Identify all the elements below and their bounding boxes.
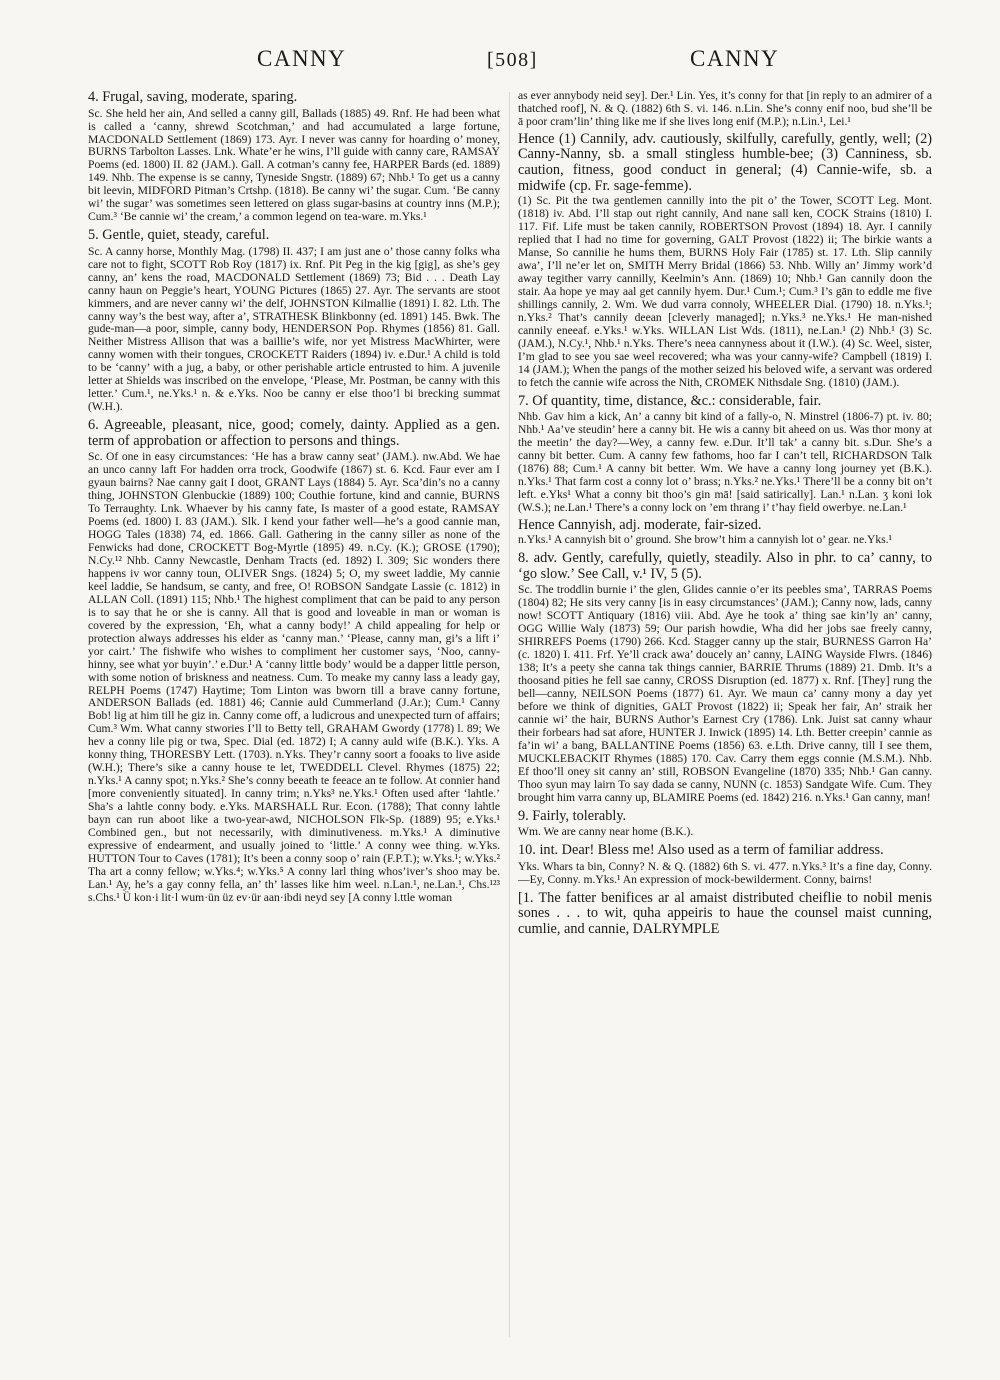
page-header <box>0 46 1000 76</box>
derivatives-heading: Hence (1) Cannily, adv. cautiously, skilfully, carefully, gently, well; (2) Canny-Nanny, sb. a small stingless humble-bee; (3) Canniness, sb. caution, fitness, good conduct in general; (4) Cannie-wife, sb. a midwife (cp. Fr. sage-femme). <box>518 130 932 194</box>
sense-heading-10: 10. int. Dear! Bless me! Also used as a term of familiar address. <box>518 842 884 859</box>
sense-heading-7: 7. Of quantity, time, distance, &c.: considerable, fair. <box>518 392 822 409</box>
sense-heading-9: 9. Fairly, tolerably. <box>518 807 627 824</box>
page-number: [508] <box>487 49 538 71</box>
column-divider <box>509 92 510 1337</box>
sense-heading-6: 6. Agreeable, pleasant, nice, good; comely, dainty. Applied as a gen. term of approbation or affection to persons and things. <box>88 417 500 449</box>
sense-heading-8: 8. adv. Gently, carefully, quietly, steadily. Also in phr. to ca’ canny, to ‘go slow.’ See Call, v.¹ IV, 5 (5). <box>518 550 932 582</box>
etymology-note: [1. The fatter benifices ar al amaist distributed cheiflie to nobil menis sones . . . to wit, quha appeiris to haue the counsel maist cunning, cumlie, and cannie, DALRYMPLE <box>518 889 932 937</box>
citations-sense-6: Sc. Of one in easy circumstances: ‘He has a braw canny seat’ (JAM.). nw.Abd. We hae an unco canny laft For hadden orra trock, Goodwife (1867) st. 6. Kcd. Faur ever am I gyaun bairns? Nae canny gait I doot, GRANT Lays (1884) 5. Ayr. Sca’din’s no a canny thing, JOHNSTON Glenbuckie (1889) 100; Couthie fortune, kind and cannie, BURNS To Terraughty. Lnk. Whaever by his canny fate, Is master of a good estate, RAMSAY Poems (ed. 1800) I. 83 (JAM.). Slk. I kend your father well—he’s a good cannie man, HOGG Tales (1838) 74, ed. 1866. Gall. Gathering in the canny siller as none of the Fenwicks had done, CROCKETT Bog-Myrtle (1895) 49. n.Cy. (K.); GROSE (1790); N.Cy.¹² Nhb. Canny Newcastle, Denham Tracts (ed. 1892) I. 309; Sic wonders there happens iv wor canny toun, OLIVER Sngs. (1824) 5; O, my sweet laddie, My cannie keel laddie, Se handsum, se canty, and free, O! ROBSON Sandgate Lassie (c. 1812) in ALLAN Coll. (1891) 115; Nhb.¹ The highest compliment that can be paid to any person is to say that he or she is canny. All that is good and loveable in man or woman is covered by the expression, ‘Eh, what a canny body!’ A child appealing for help or protection always addresses his elder as ‘canny man.’ ‘Please, canny man, gi’s a lift i’ yor cairt.’ The fishwife who wishes to compliment her customer says, ‘Noo, canny-hinny, see what yor buyin’.’ e.Dur.¹ A ‘canny little body’ would be a dapper little person, with some notion of briskness and neatness. Cum. To meake my canny lass a leady gay, RELPH Poems (1747) Haytime; Tom Linton was bworn till a brave canny fortune, ANDERSON Ballads (ed. 1881) 46; Cannie auld Cummerland (J.Ar.); Cum.¹ Canny Bob! lig at him till he giz in. Canny come off, a ludicrous and unexpected turn of affairs; Cum.³ Wm. What canny stwories I’ll to Betty tell, GRAHAM Gwordy (1778) l. 89; We hev a conny lile pig or twa, Spec. Dial (ed. 1872) I; A canny auld wife (B.K.). Yks. A konny thing, THORESBY Lett. (1703). n.Yks. They’r canny soort a fooaks to live aside (W.H.); There’s sike a canny house te let, TWEDDELL Clevel. Rhymes (1875) 22; n.Yks.¹ A canny spot; n.Yks.² She’s conny beeath te feeace an te follow. At connier hand [more conveniently situated]. In canny trim; n.Yks³ ne.Yks.¹ Often used after ‘lahtle.’ Sha’s a lahtle conny body. e.Yks. MARSHALL Rur. Econ. (1788); That conny lahtle bayn can run aboot like a two-year-awd, NICHOLSON Flk-Sp. (1889) 95; e.Yks.¹ Combined gen., but not necessarily, with diminutiveness. m.Yks.¹ A diminutive expressive of endearment, and usually joined to ‘little.’ A conny wee thing. w.Yks. HUTTON Tour to Caves (1781); It’s been a conny soop o’ rain (F.P.T.); w.Yks.¹; w.Yks.² Tha art a conny fellow; w.Yks.⁴; w.Yks.⁵ A conny larl thing whos’iver’s shoo may be. Lan.¹ Ay, he’s a gay conny fella, an’ th’ lasses like him weel. n.Lan.¹, ne.Lan.¹, Chs.¹²³ s.Chs.¹ Ü kon·i lit·l wum·ün üz ev·ür aan·ibdi neyd sey [A conny l.ttle woman <box>88 450 500 904</box>
sense-heading-4: 4. Frugal, saving, moderate, sparing. <box>88 89 298 105</box>
citations-sense-10: Yks. Whars ta bin, Conny? N. & Q. (1882) 6th S. vi. 477. n.Yks.³ It’s a fine day, Conny.—Ey, Conny. m.Yks.¹ An expression of mock-bewilderment. Conny, bairns! <box>518 859 932 886</box>
citations-sense-6-continued: as ever annybody neid sey]. Der.¹ Lin. Yes, it’s conny for that [in reply to an admirer of a thatched roof], N. & Q. (1882) 6th S. vi. 146. n.Lin. She’s conny enif noo, bud she’ll be ā poor cram’lin’ thing like me if she lives long enif (M.P.); n.Lin.¹, Lei.¹ <box>518 89 932 128</box>
citations-sense-7: Nhb. Gav him a kick, An’ a canny bit kind of a fally-o, N. Minstrel (1806-7) pt. iv. 80; Nhb.¹ Aa’ve steudin’ here a canny bit. He wis a canny bit aheed on us. Was thor mony at the meetin’ the day?—Wey, a canny few. e.Dur. It’ll tak’ a canny bit. s.Dur. She’s a canny bit better. Cum. A canny few fathoms, hoo far I can’t tell, RICHARDSON Talk (1876) 88; Cum.¹ A canny bit better. Wm. We have a canny long journey yet (B.K.). n.Yks.¹ That farm cost a conny lot o’ brass; n.Yks.² ne.Yks.¹ There’ll be a conny bit on’t left. e.Yks¹ What a conny bit thoo’s gin mā! [said satirically]. Lan.¹ n.Lan. ʒ koni lok (W.S.); ne.Lan.¹ There’s a conny lock on ’em thrang i’ t’hay field owerbye. ne.Lan.¹ <box>518 410 932 514</box>
citations-derivatives: (1) Sc. Pit the twa gentlemen cannilly into the pit o’ the Tower, SCOTT Leg. Mont. (1818) iv. Abd. I’ll stap out right cannily, And nane sall ken, COCK Strains (1810) I. 117. Fif. Life must be taken cannily, ROBERTSON Provost (1894) 18. Ayr. I cannily replied that I had no time for governing, GALT Provost (1822) ii; The birkie wants a Manse, So cannilie he hums them, BURNS Holy Fair (1785) st. 17. Lth. Slip cannily awa’, I’ll ne’er let on, SMITH Merry Bridal (1866) 53. Nhb. Willy an’ Jimmy work’d away tegither varry cannilly, Keelmin’s Ann. (1869) 10; Nhb.¹ Gan cannily doon the stair. Aa hope ye may aal get cannily hyem. Dur.¹ Cum.¹; Cum.³ I’s gān to eddle me five shillings cannily, 2. Wm. We dud varra connoly, WHEELER Dial. (1790) 18. n.Yks.¹; n.Yks.² That’s cannily deean [cleverly managed]; n.Yks.³ ne.Yks.¹ He man-nished cannily eneeaf. e.Yks.¹ w.Yks. WILLAN List Wds. (1811), ne.Lan.¹ (2) Nhb.¹ (3) Sc. (JAM.), N.Cy.¹, Nhb.¹ n.Yks. There’s neea cannyness about it (I.W.). (4) Sc. Weel, sister, I’m glad to see you sae weel recovered; wha was your canny-wife? Campbell (1819) I. 14 (JAM.); When the pangs of the mother seized his beloved wife, a servant was ordered to fetch the cannie wife across the Nith, CROMEK Nithsdale Sng. (1810) (JAM.). <box>518 194 932 389</box>
right-column <box>518 90 932 940</box>
citations-sense-5: Sc. A canny horse, Monthly Mag. (1798) II. 437; I am just ane o’ those canny folks wha care not to fight, SCOTT Rob Roy (1817) ix. Rnf. Pit Peg in the kig [gig], as she’s gey canny, an’ kens the road, MACDONALD Settlement (1869) 73; Bid . . . Death Lay canny haun on Peggie’s heart, YOUNG Pictures (1865) 27. Ayr. The servants are stoot kimmers, and are never canny wi’ the delf, JOHNSTON Kilmallie (1891) I. 82. Lth. The canny way’s the best way, after a’, STRATHESK Blinkbonny (ed. 1891) 145. Bwk. The gude-man—a poor, simple, canny body, HENDERSON Pop. Rhymes (1856) 81. Gall. Neither Mistress Allison that was a baillie’s wife, nor yet Mistress MacWhirter, were canny women with their tongues, CROCKETT Raiders (1894) iv. e.Dur.¹ A child is told to be ‘canny’ with a jug, a baby, or other perishable article entrusted to him. A juvenile letter at Shields was inscribed on the envelope, ‘Please, Mr. Postman, be canny with this letter.’ Cum.¹, ne.Yks.¹ n. & e.Yks. Noo be canny er else thoo’l bi brecking summat (W.H.). <box>88 244 500 414</box>
sense-heading-5: 5. Gentle, quiet, steady, careful. <box>88 227 270 244</box>
citations-sense-9: Wm. We are canny near home (B.K.). <box>518 825 694 839</box>
derivative-cannyish-heading: Hence Cannyish, adj. moderate, fair-sized. <box>518 516 762 533</box>
running-head-left: CANNY <box>257 46 347 71</box>
citations-sense-8: Sc. The troddlin burnie i’ the glen, Glides cannie o’er its peebles sma’, TARRAS Poems (1804) 82; He sits very canny [is in easy circumstances’ (JAM.); Canny now, lads, canny now! SCOTT Antiquary (1816) viii. Abd. Aye he took a’ thing sae kin’ly an’ canny, OGG Willie Waly (1873) 59; Our parish howdie, Wha did her jobs sae freely canny, SHIRREFS Poems (1790) 266. Kcd. Stagger canny up the stair, BURNESS Garron Ha’ (c. 1820) I. 411. Frf. Ye’ll crack awa’ doucely an’ canny, LAING Wayside Flwrs. (1846) 138; It’s a peety she canna tak things cannier, BARRIE Thrums (1889) 21. Dmb. It’s a thoosand pities he fell sae canny, CROSS Disruption (ed. 1877) x. Rnf. [They] rung the bell—canny, NEILSON Poems (1877) 61. Ayr. We maun ca’ canny mony a day yet before we think of dignities, GALT Provost (1822) ii; Speak her fair, An’ straik her cannie wi’ the hair, BURNS Author’s Earnest Cry (1786). Lnk. Juist sat canny whaur their forbears had sat afore, HUNTER J. Inwick (1895) 14. Lth. Better creepin’ cannie as fa’in wi’ a bang, BALLANTINE Poems (1856) 63. e.Lth. Drive canny, till I see them, MUCKLEBACKIT Rhymes (1885) 170. Cav. Carry them eggs connie (M.S.M.). Nhb. Ef thoo’ll oney sit canny an’ still, ROBSON Evangeline (1870) 335; Nhb.¹ Gan canny. Thoo syun may lairn To say dada se canny, NUNN (c. 1853) Sandgate Wife. Cum. They brought him varra canny up, BLAMIRE Poems (ed. 1842) 216. n.Yks.¹ Gan canny, man! <box>518 583 932 804</box>
citations-sense-4: Sc. She held her ain, And selled a canny gill, Ballads (1885) 49. Rnf. He had been what is called a ‘canny, shrewd Scotchman,’ and had accumulated a large fortune, MACDONALD Settlement (1869) 173. Ayr. I never was canny for hoarding o’ money, BURNS Tarbolton Lasses. Lnk. Whate’er he wins, I’ll guide with canny care, RAMSAY Poems (ed. 1800) II. 82 (JAM.). Gall. A cotman’s canny fee, HARPER Bards (ed. 1889) 149. Nhb. The expense is se canny, Tyneside Sngstr. (1889) 67; Nhb.¹ To get us a canny bit leevin, MIDFORD Pitman’s Crtshp. (1818). Be canny wi’ the sugar. Cum. ‘Be canny wi’ the sugar’ was sometimes seen lettered on glass sugar-basins at country inns (M.P.); Cum.³ ‘Be cannie wi’ the cream,’ a common legend on tea-ware. m.Yks.¹ <box>88 106 500 224</box>
left-column <box>88 90 500 905</box>
citations-cannyish: n.Yks.¹ A cannyish bit o’ ground. She brow’t him a cannyish lot o’ gear. ne.Yks.¹ <box>518 533 893 547</box>
running-head-right: CANNY <box>690 46 780 71</box>
